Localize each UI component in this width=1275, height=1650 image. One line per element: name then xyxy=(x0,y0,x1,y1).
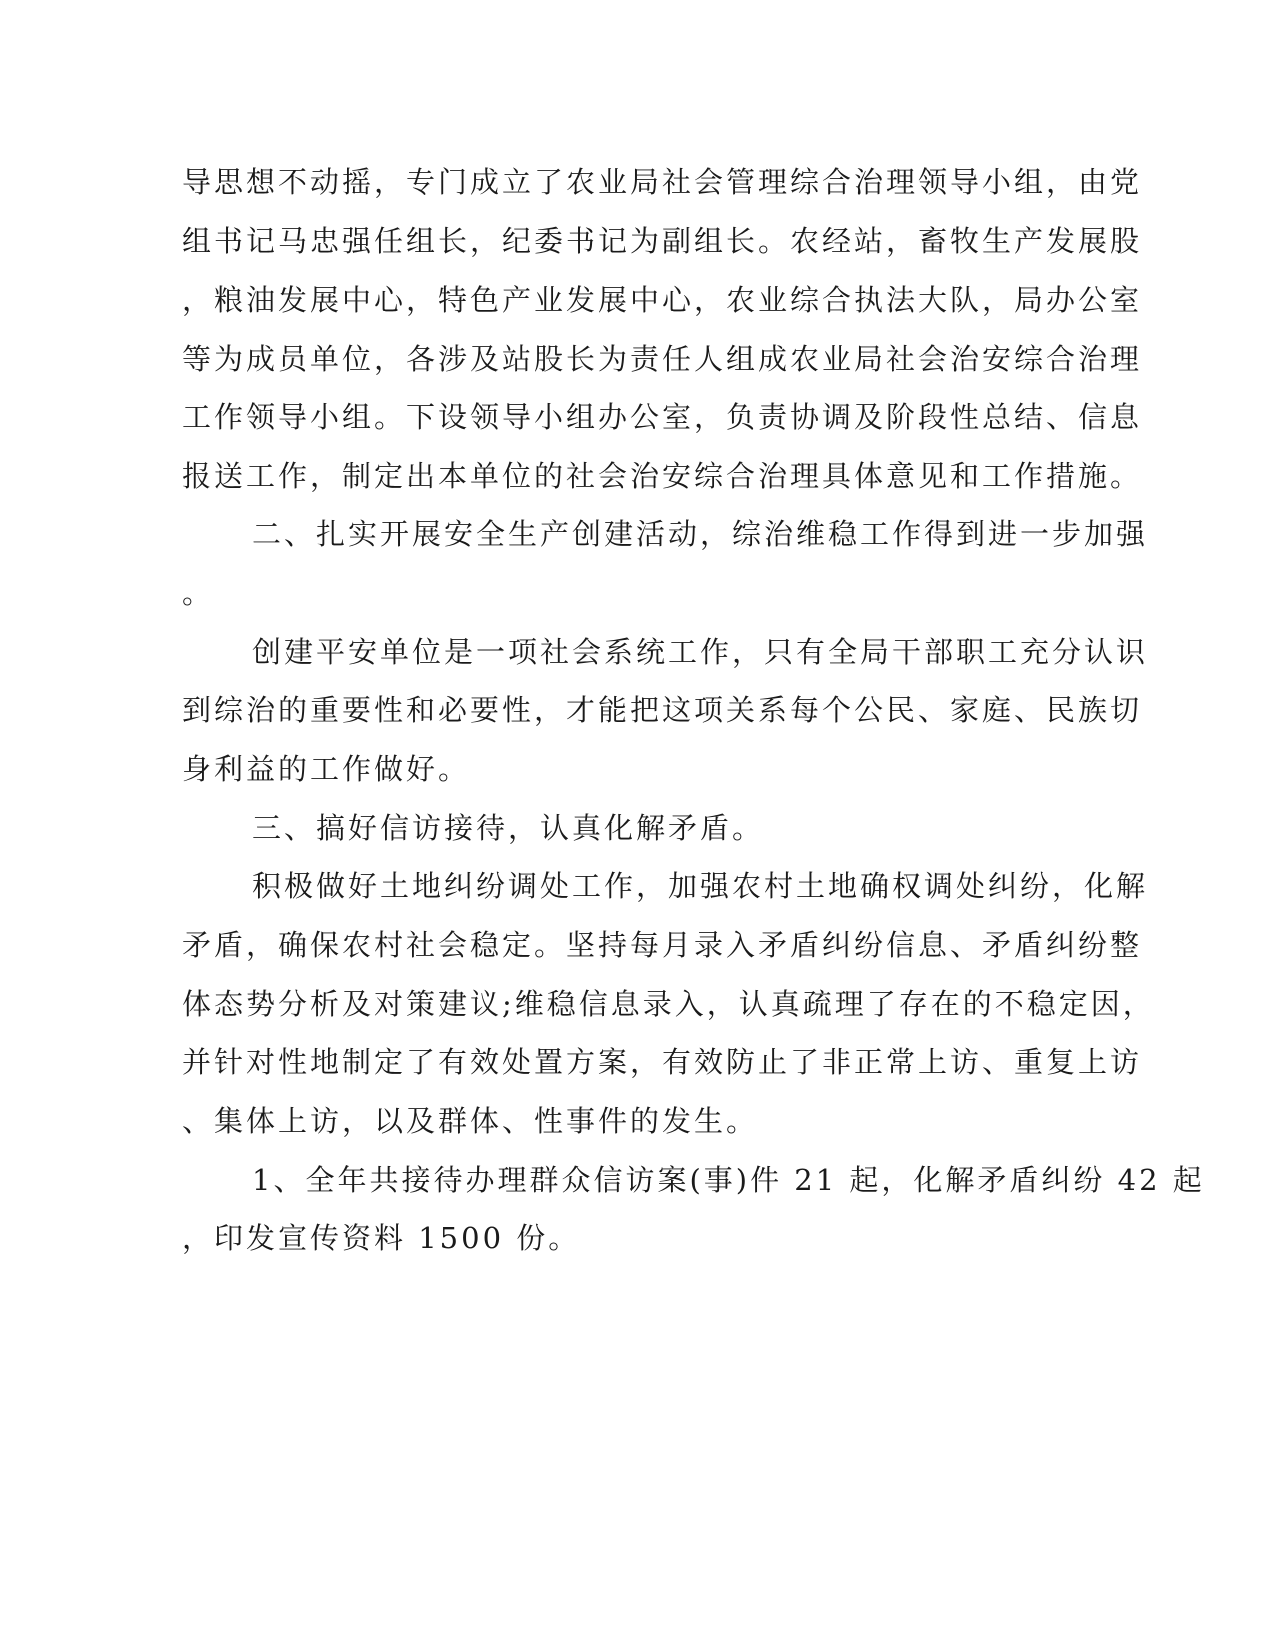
text-line: 身利益的工作做好。 xyxy=(182,752,471,786)
text-line: 等为成员单位，各涉及站股长为责任人组成农业局社会治安综合治理 xyxy=(182,342,1143,376)
text-line: 创建平安单位是一项社会系统工作，只有全局干部职工充分认识 xyxy=(252,635,1149,669)
text-line: 矛盾，确保农村社会稳定。坚持每月录入矛盾纠纷信息、矛盾纠纷整 xyxy=(182,928,1143,962)
text-line: ，印发宣传资料 1500 份。 xyxy=(182,1221,581,1255)
text-line: 报送工作，制定出本单位的社会治安综合治理具体意见和工作措施。 xyxy=(182,459,1143,493)
text-line: ，粮油发展中心，特色产业发展中心，农业综合执法大队，局办公室 xyxy=(182,283,1143,317)
text-line: 组书记马忠强任组长，纪委书记为副组长。农经站，畜牧生产发展股 xyxy=(182,224,1143,258)
text-line: 到综治的重要性和必要性，才能把这项关系每个公民、家庭、民族切 xyxy=(182,693,1143,727)
section-heading: 二、扎实开展安全生产创建活动，综治维稳工作得到进一步加强 xyxy=(252,517,1149,551)
text-line: 并针对性地制定了有效处置方案，有效防止了非正常上访、重复上访 xyxy=(182,1045,1143,1079)
text-line: 1、全年共接待办理群众信访案(事)件 21 起，化解矛盾纠纷 42 起 xyxy=(252,1163,1205,1197)
text-line: 工作领导小组。下设领导小组办公室，负责协调及阶段性总结、信息 xyxy=(182,400,1143,434)
text-line: 导思想不动摇，专门成立了农业局社会管理综合治理领导小组，由党 xyxy=(182,165,1143,199)
text-line: 积极做好土地纠纷调处工作，加强农村土地确权调处纠纷，化解 xyxy=(252,869,1149,903)
section-heading: 三、搞好信访接待，认真化解矛盾。 xyxy=(252,811,765,845)
text-line: 、集体上访，以及群体、性事件的发生。 xyxy=(182,1104,759,1138)
text-line: 体态势分析及对策建议;维稳信息录入，认真疏理了存在的不稳定因， xyxy=(182,987,1155,1021)
text-line: 。 xyxy=(182,576,215,610)
